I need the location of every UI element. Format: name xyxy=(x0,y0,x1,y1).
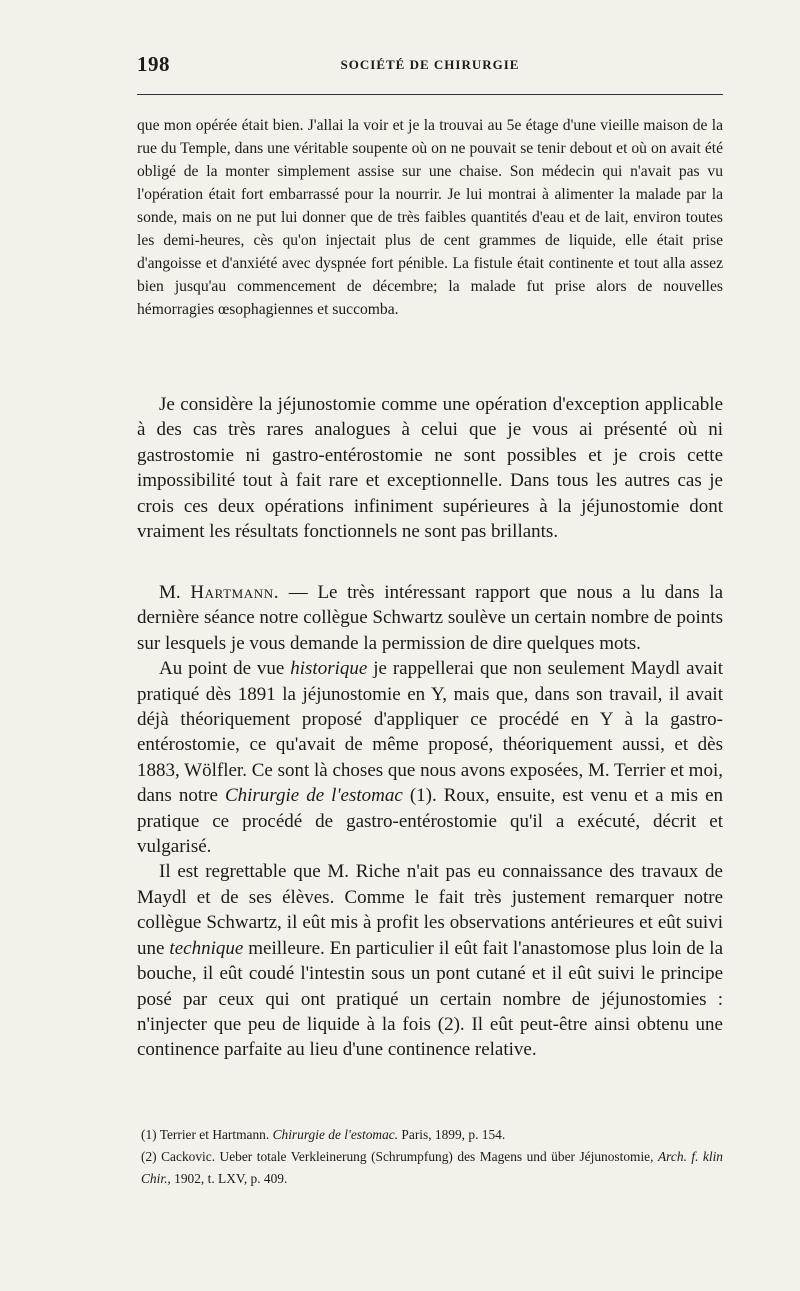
historique-text-1: Au point de vue xyxy=(159,658,285,680)
quoted-case-block xyxy=(137,114,723,321)
header-rule xyxy=(137,94,723,95)
conclusion-block xyxy=(137,392,723,544)
riche-text-2: meilleure. En particulier il eût fait l'anastomose plus loin de la bouche, il eût coudé l'intestin sous un pont cutané et il eût suivi le principe posé par ceux qui ont pratiqué un certain nombre de jéjunostomies : n'injecter que peu de liquide à la fois (2). Il eût peut-être ainsi obtenu une continence parfaite au lieu d'une continence relative. xyxy=(137,937,724,1061)
conclusion-paragraph: Je considère la jéjunostomie comme une opération d'exception applicable à des cas très rares analogues à celui que je vous ai présenté où ni gastrostomie ni gastro-entérostomie ne sont possibles et je crois cette impossibilité tout à fait rare et exceptionnelle. Dans tous les autres cas je crois ces deux opérations infiniment supérieures à la jéjunostomie dont vraiment les résultats fonctionnels ne sont pas brillants. xyxy=(137,394,723,543)
technique-emphasis: technique xyxy=(169,937,244,959)
footnote-marker: (2) xyxy=(141,1149,157,1164)
footnote-title: Chirurgie de l'estomac. xyxy=(272,1127,399,1142)
historique-text-2: je rappellerai que non seulement Maydl avait pratiqué dès 1891 la jéjunostomie en Y, mais que, dans son travail, il avait déjà théoriquement proposé d'appliquer ce procédé en Y à la gastro-entérostomie, ce qu'avait de même proposé, théoriquement aussi, et dès 1883, Wölfler. Ce sont là choses que nous avons exposées, M. Terrier et moi, dans notre xyxy=(137,658,724,807)
page-number: 198 xyxy=(137,52,170,76)
historique-paragraph xyxy=(137,656,723,859)
quote-paragraph: que mon opérée était bien. J'allai la voir et je la trouvai au 5e étage d'une vieille maison de la rue du Temple, dans une véritable soupente où on ne pouvait se tenir debout et où on avait été obligé de la monter simplement assise sur une chaise. Son médecin qui n'avait pas vu l'opération était fort embarrassé pour la nourrir. Je lui montrai à alimenter la malade par la sonde, mais on ne put lui donner que de très faibles quantités d'eau et de lait, environ toutes les demi-heures, cès qu'on injectait plus de cent grammes de liquide, elle était prise d'angoisse et d'anxiété avec dyspnée fort pénible. La fistule était continente et tout alla assez bien jusqu'au commencement de décembre; la malade fut prise alors de nouvelles hémorragies œsophagiennes et succomba. xyxy=(137,117,723,318)
page-header xyxy=(137,52,723,88)
hartmann-block xyxy=(137,580,723,1063)
historique-emphasis: historique xyxy=(290,658,368,680)
riche-text-1: Il est regrettable que M. Riche n'ait pas eu connaissance des travaux de Maydl et de ses élèves. Comme le fait très justement remarquer notre collègue Schwartz, il eût mis à profit les observations antérieures et eût suivi une xyxy=(137,861,723,959)
running-title: SOCIÉTÉ DE CHIRURGIE xyxy=(340,57,520,72)
footnotes xyxy=(137,1124,723,1190)
footnote-text: Paris, 1899, p. 154. xyxy=(401,1127,506,1142)
footnote-title: Arch. f. klin Chir., xyxy=(141,1149,723,1186)
footnote-text: Cackovic. Ueber totale Verkleinerung (Schrumpfung) des Magens und über Jéjunostomie, xyxy=(161,1149,654,1164)
riche-paragraph xyxy=(137,859,723,1062)
footnote xyxy=(137,1146,723,1190)
footnote-marker: (1) xyxy=(141,1127,157,1142)
footnote-text: Terrier et Hartmann. xyxy=(159,1127,270,1142)
footnote xyxy=(137,1124,723,1146)
footnote-text: 1902, t. LXV, p. 409. xyxy=(174,1171,288,1186)
hartmann-intro-paragraph xyxy=(137,580,723,656)
historique-text-3: (1). Roux, ensuite, est venu et a mis en pratique ce procédé de gastro-entérostomie qu'il a exécuté, décrit et vulgarisé. xyxy=(137,785,723,858)
book-title: Chirurgie de l'estomac xyxy=(224,785,403,807)
speaker-name: Hartmann. xyxy=(190,582,280,603)
speaker-prefix: M. xyxy=(159,582,181,603)
intro-text: — Le très intéressant rapport que nous a lu dans la dernière séance notre collègue Schwartz soulève un certain nombre de points sur lesquels je vous demande la permission de dire quelques mots. xyxy=(137,582,724,654)
